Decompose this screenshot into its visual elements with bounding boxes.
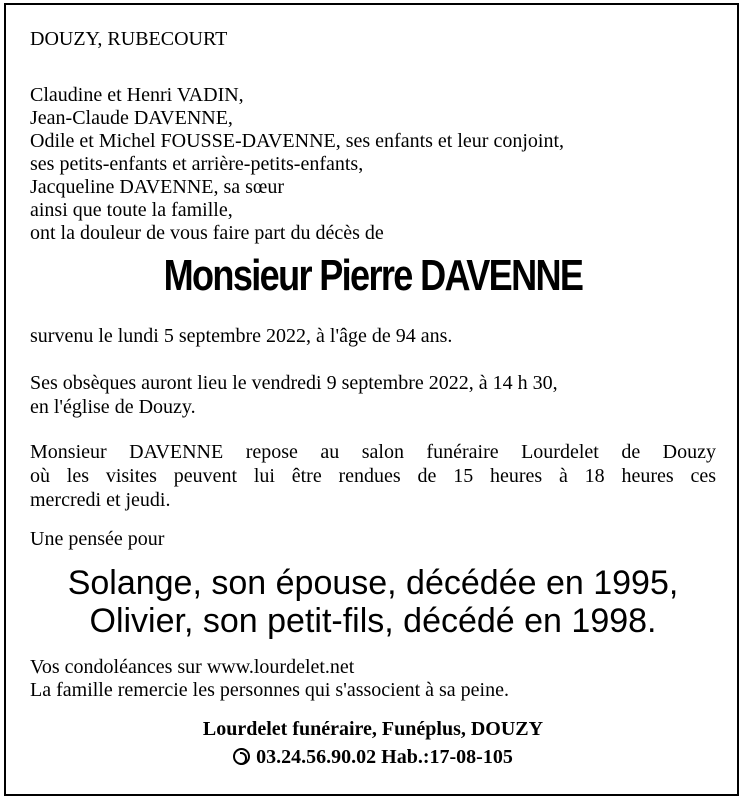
condolence-line: Vos condoléances sur www.lourdelet.net	[30, 656, 355, 678]
location-header: DOUZY, RUBECOURT	[30, 28, 228, 50]
funeral-home-name: Lourdelet funéraire, Funéplus, DOUZY	[202, 718, 544, 740]
family-line: ses petits-enfants et arrière-petits-enfants,	[30, 153, 364, 175]
family-line: Jacqueline DAVENNE, sa sœur	[30, 176, 285, 198]
death-info: survenu le lundi 5 septembre 2022, à l'âge de 94 ans.	[30, 325, 453, 347]
funeral-home-contact	[0, 745, 746, 769]
thought-intro: Une pensée pour	[30, 528, 165, 550]
family-line: Odile et Michel FOUSSE-DAVENNE, ses enfants et leur conjoint,	[30, 130, 564, 152]
visit-line: où les visites peuvent lui être rendues de 15 heures à 18 heures ces	[30, 465, 716, 487]
visit-info	[30, 440, 716, 512]
contact-text: 03.24.56.90.02 Hab.:17-08-105	[256, 746, 513, 768]
family-line: Jean-Claude DAVENNE,	[30, 107, 233, 129]
condolences	[30, 656, 509, 702]
funeral-line: Ses obsèques auront lieu le vendredi 9 septembre 2022, à 14 h 30,	[30, 372, 558, 394]
phone-icon	[233, 748, 250, 765]
family-announcement	[30, 84, 564, 245]
funeral-line: en l'église de Douzy.	[30, 396, 196, 418]
visit-line: Monsieur DAVENNE repose au salon funéraire Lourdelet de Douzy	[30, 441, 716, 463]
memory-line: Olivier, son petit-fils, décédé en 1998.	[89, 602, 657, 640]
visit-line: mercredi et jeudi.	[30, 489, 171, 511]
family-line: ont la douleur de vous faire part du décès de	[30, 222, 384, 244]
family-line: Claudine et Henri VADIN,	[30, 84, 244, 106]
family-line: ainsi que toute la famille,	[30, 199, 233, 221]
deceased-name: Monsieur Pierre DAVENNE	[163, 251, 583, 300]
funeral-info	[30, 372, 558, 420]
memory-line: Solange, son épouse, décédée en 1995,	[67, 564, 679, 602]
condolence-line: La famille remercie les personnes qui s'associent à sa peine.	[30, 679, 509, 701]
